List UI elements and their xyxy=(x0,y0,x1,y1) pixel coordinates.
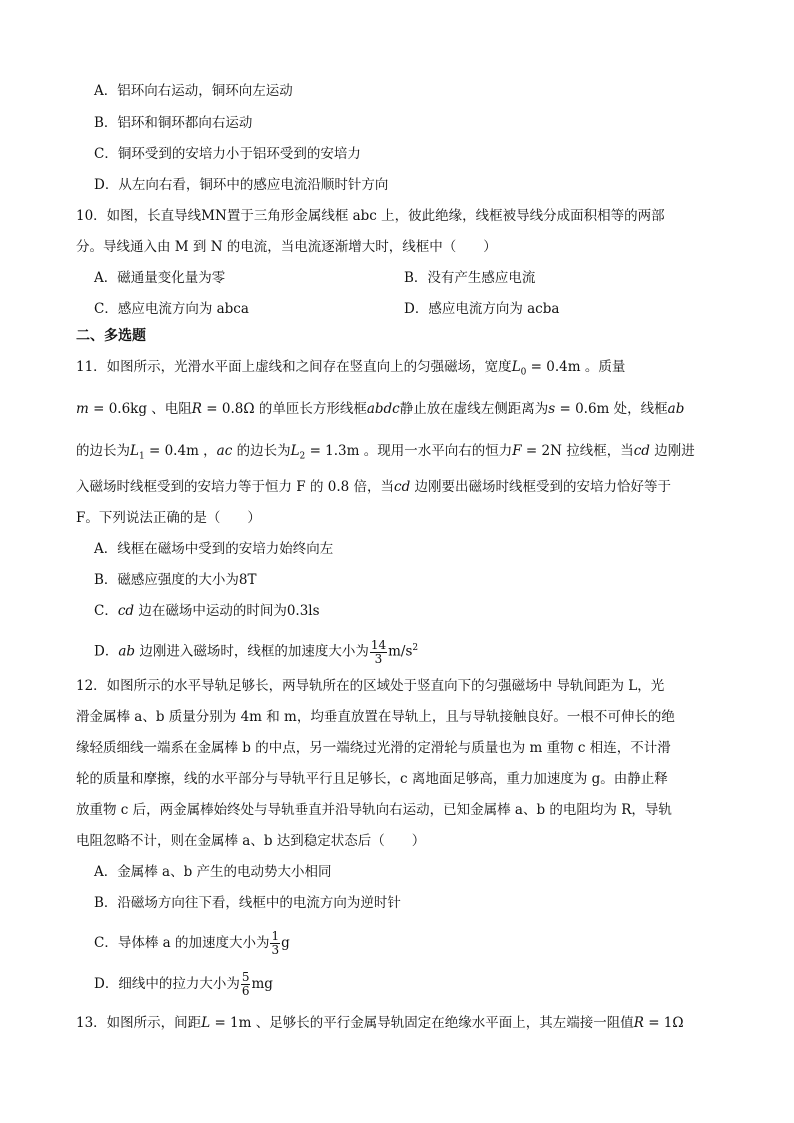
fraction-denominator: 3 xyxy=(271,943,280,957)
q10-option-b: B．没有产生感应电流 xyxy=(404,270,536,286)
math-var: cd xyxy=(117,603,135,619)
q13-stem-line-1 xyxy=(76,1013,684,1033)
q11-stem-line-1 xyxy=(76,357,625,383)
q10-stem-line-1: 10．如图，长直导线MN置于三角形金属线框 abc 上，彼此绝缘，线框被导线分成面积相等的两部 xyxy=(76,208,665,224)
q11-stem-line-5: F。下列说法正确的是（ ） xyxy=(76,510,261,526)
fraction-numerator: 1 xyxy=(271,929,280,943)
q9-option-a: A．铝环向右运动，铜环向左运动 xyxy=(94,83,293,99)
q12-stem-line-6: 电阻忽略不计，则在金属棒 a、b 达到稳定状态后（ ） xyxy=(76,833,426,849)
q11-stem-line-4 xyxy=(76,477,671,497)
q12-option-a: A．金属棒 a、b 产生的电动势大小相同 xyxy=(94,864,332,880)
q11-text: 静止放在虚线左侧距离为 xyxy=(399,401,549,417)
q11-text: = 0.4m 。质量 xyxy=(526,359,626,375)
q12-option-d xyxy=(94,971,273,998)
q11-text: = 0.4m ， xyxy=(144,443,217,459)
q13-text: = 1m 、足够长的平行金属导轨固定在绝缘水平面上，其左端接一阻值 xyxy=(210,1015,634,1031)
unit-exponent: 2 xyxy=(412,643,419,653)
q13-text: 13．如图所示，间距 xyxy=(76,1015,202,1031)
math-var: cd xyxy=(394,479,411,495)
option-label: D． xyxy=(94,643,119,660)
math-var: L xyxy=(511,359,521,375)
q12-text: D．细线中的拉力大小为 xyxy=(94,976,240,992)
math-subscript: 0 xyxy=(520,367,527,378)
fraction-denominator: 3 xyxy=(374,651,383,666)
math-var: ab xyxy=(667,401,685,417)
fraction-numerator: 5 xyxy=(241,970,250,984)
fraction xyxy=(241,971,251,998)
q12-stem-line-1: 12．如图所示的水平导轨足够长，两导轨所在的区域处于竖直向下的匀强磁场中 导轨间距为 L，光 xyxy=(76,678,665,694)
math-subscript: 2 xyxy=(299,451,306,462)
unit: g xyxy=(281,935,290,951)
math-var: ab xyxy=(118,643,136,660)
q10-option-d: D．感应电流方向为 acba xyxy=(404,301,560,317)
unit: mg xyxy=(251,976,273,992)
math-var: ac xyxy=(216,443,233,459)
q11-text: = 2N 拉线框，当 xyxy=(521,443,634,459)
math-var: R xyxy=(633,1015,644,1031)
q11-text: = 0.6kg 、电阻 xyxy=(88,401,192,417)
q12-stem-line-2: 滑金属棒 a、b 质量分别为 4m 和 m，均垂直放置在导轨上，且与导轨接触良好。一根不可伸长的绝 xyxy=(76,709,675,725)
fraction-numerator: 14 xyxy=(370,637,387,652)
q9-option-b: B．铝环和铜环都向右运动 xyxy=(94,115,253,131)
q11-text: 边刚进入磁场时，线框的加速度大小为 xyxy=(135,643,369,660)
q11-option-d xyxy=(94,638,418,666)
math-var: L xyxy=(130,443,139,459)
q11-text: 11．如图所示，光滑水平面上虚线和之间存在竖直向上的匀强磁场，宽度 xyxy=(76,359,512,375)
math-var: L xyxy=(290,443,300,459)
section-heading: 二、多选题 xyxy=(76,328,146,344)
q11-option-c xyxy=(94,601,320,621)
option-label: C． xyxy=(94,603,118,619)
q11-text: = 0.6m 处，线框 xyxy=(555,401,668,417)
q13-text: = 1Ω xyxy=(643,1015,684,1031)
q12-stem-line-4: 轮的质量和摩擦，线的水平部分与导轨平行且足够长，c 离地面足够高，重力加速度为 g。由静止释 xyxy=(76,771,668,787)
math-var: abdc xyxy=(366,401,400,417)
q11-text: 边刚进 xyxy=(649,443,695,459)
q11-text: = 0.8Ω 的单匝长方形线框 xyxy=(201,401,367,417)
q11-text: 边在磁场中运动的时间为0.3ls xyxy=(134,603,320,619)
fraction xyxy=(370,639,387,666)
q11-text: 的边长为 xyxy=(76,443,130,459)
fraction-denominator: 6 xyxy=(241,984,250,998)
q11-text: 入磁场时线框受到的安培力等于恒力 F 的 0.8 倍，当 xyxy=(76,479,395,495)
q10-option-a: A．磁通量变化量为零 xyxy=(94,270,226,286)
fraction xyxy=(270,930,280,957)
q10-option-c: C．感应电流方向为 abca xyxy=(94,301,249,317)
math-subscript: 1 xyxy=(138,451,145,462)
q11-text: 边刚要出磁场时线框受到的安培力恰好等于 xyxy=(410,479,672,495)
math-var: L xyxy=(201,1015,211,1031)
q11-text: 的边长为 xyxy=(232,443,291,459)
q11-stem-line-3 xyxy=(76,441,695,467)
q11-text: = 1.3m 。现用一水平向右的恒力 xyxy=(305,443,513,459)
q12-option-c xyxy=(94,930,290,957)
q12-text: C．导体棒 a 的加速度大小为 xyxy=(94,935,270,951)
math-var: F xyxy=(512,443,522,459)
q10-stem-line-2: 分。导线通入由 M 到 N 的电流，当电流逐渐增大时，线框中（ ） xyxy=(76,239,497,255)
math-var: m xyxy=(76,401,89,417)
math-var: s xyxy=(548,401,556,417)
q12-stem-line-5: 放重物 c 后，两金属棒始终处与导轨垂直并沿导轨向右运动，已知金属棒 a、b 的电阻均为 R，导轨 xyxy=(76,802,672,818)
q11-option-b: B．磁感应强度的大小为8T xyxy=(94,572,257,588)
q11-stem-line-2 xyxy=(76,399,684,419)
math-var: cd xyxy=(633,443,650,459)
q12-stem-line-3: 缘轻质细线一端系在金属棒 b 的中点，另一端绕过光滑的定滑轮与质量也为 m 重物 c 相连，不计滑 xyxy=(76,740,671,756)
unit: m/s xyxy=(388,643,413,660)
q9-option-c: C．铜环受到的安培力小于铝环受到的安培力 xyxy=(94,146,361,162)
q12-option-b: B．沿磁场方向往下看，线框中的电流方向为逆时针 xyxy=(94,895,401,911)
math-var: R xyxy=(191,401,202,417)
q11-option-a: A．线框在磁场中受到的安培力始终向左 xyxy=(94,541,334,557)
q9-option-d: D．从左向右看，铜环中的感应电流沿顺时针方向 xyxy=(94,177,389,193)
